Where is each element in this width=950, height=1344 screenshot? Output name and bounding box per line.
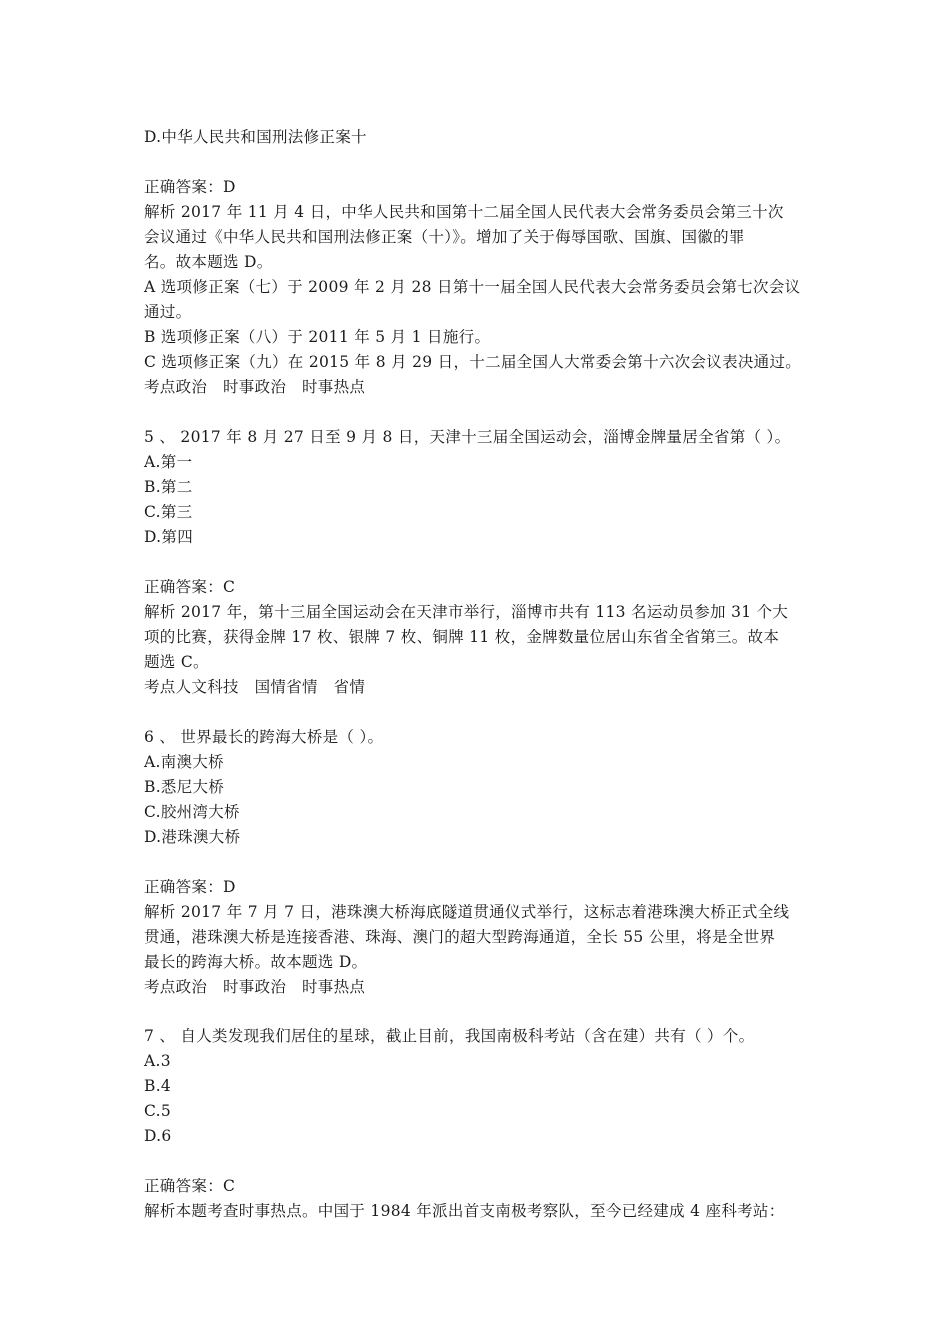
analysis-text: 解析 2017 年 7 月 7 日，港珠澳大桥海底隧道贯通仪式举行，这标志着港珠澳大桥正式全线 [144, 903, 790, 921]
option-d: D.港珠澳大桥 [144, 828, 241, 846]
correct-answer: 正确答案：D [144, 878, 236, 896]
topic-tags: 考点政治 时事政治 时事热点 [144, 378, 366, 396]
question-5: 5 、 2017 年 8 月 27 日至 9 月 8 日，天津十三届全国运动会，淄博金牌量居全省第（ ）。 [144, 428, 791, 446]
analysis-text: 解析 2017 年，第十三届全国运动会在天津市举行，淄博市共有 113 名运动员参加 31 个大 [144, 603, 789, 621]
question-7: 7 、 自人类发现我们居住的星球，截止目前，我国南极科考站（含在建）共有（ ）个。 [144, 1027, 755, 1045]
correct-answer: 正确答案：C [144, 578, 236, 596]
option-b: B.悉尼大桥 [144, 778, 225, 796]
topic-tags: 考点政治 时事政治 时事热点 [144, 978, 366, 996]
option-c: C.第三 [144, 503, 193, 521]
analysis-text: 解析本题考查时事热点。中国于 1984 年派出首支南极考察队，至今已经建成 4 座科考站： [144, 1202, 785, 1220]
option-c: C.5 [144, 1102, 171, 1120]
analysis-text: 最长的跨海大桥。故本题选 D。 [144, 953, 368, 971]
option-d: D.第四 [144, 528, 194, 546]
option-b: B.4 [144, 1077, 172, 1095]
correct-answer: 正确答案：C [144, 1177, 236, 1195]
analysis-text: 通过。 [144, 303, 192, 321]
analysis-text: 贯通，港珠澳大桥是连接香港、珠海、澳门的超大型跨海通道，全长 55 公里，将是全世界 [144, 928, 776, 946]
analysis-text: 名。故本题选 D。 [144, 253, 273, 271]
correct-answer: 正确答案：D [144, 178, 236, 196]
option-d: D.6 [144, 1127, 172, 1145]
topic-tags: 考点人文科技 国情省情 省情 [144, 678, 366, 696]
analysis-text: B 选项修正案（八）于 2011 年 5 月 1 日施行。 [144, 328, 491, 346]
analysis-text: 解析 2017 年 11 月 4 日，中华人民共和国第十二届全国人民代表大会常务委员会第三十次 [144, 203, 784, 221]
analysis-text: A 选项修正案（七）于 2009 年 2 月 28 日第十一届全国人民代表大会常务委员会第七次会议 [144, 278, 801, 296]
question-6: 6 、 世界最长的跨海大桥是（ ）。 [144, 728, 384, 746]
analysis-text: 项的比赛，获得金牌 17 枚、银牌 7 枚、铜牌 11 枚，金牌数量位居山东省全省第三。故本 [144, 628, 780, 646]
option-c: C.胶州湾大桥 [144, 803, 240, 821]
analysis-text: 题选 C。 [144, 653, 209, 671]
option-a: A.第一 [144, 453, 193, 471]
analysis-text: 会议通过《中华人民共和国刑法修正案（十）》。增加了关于侮辱国歌、国旗、国徽的罪 [144, 228, 745, 246]
option-b: B.第二 [144, 478, 193, 496]
option-d: D.中华人民共和国刑法修正案十 [144, 128, 367, 146]
option-a: A.南澳大桥 [144, 753, 224, 771]
analysis-text: C 选项修正案（九）在 2015 年 8 月 29 日，十二届全国人大常委会第十六次会议表决通过。 [144, 353, 802, 371]
option-a: A.3 [144, 1052, 171, 1070]
